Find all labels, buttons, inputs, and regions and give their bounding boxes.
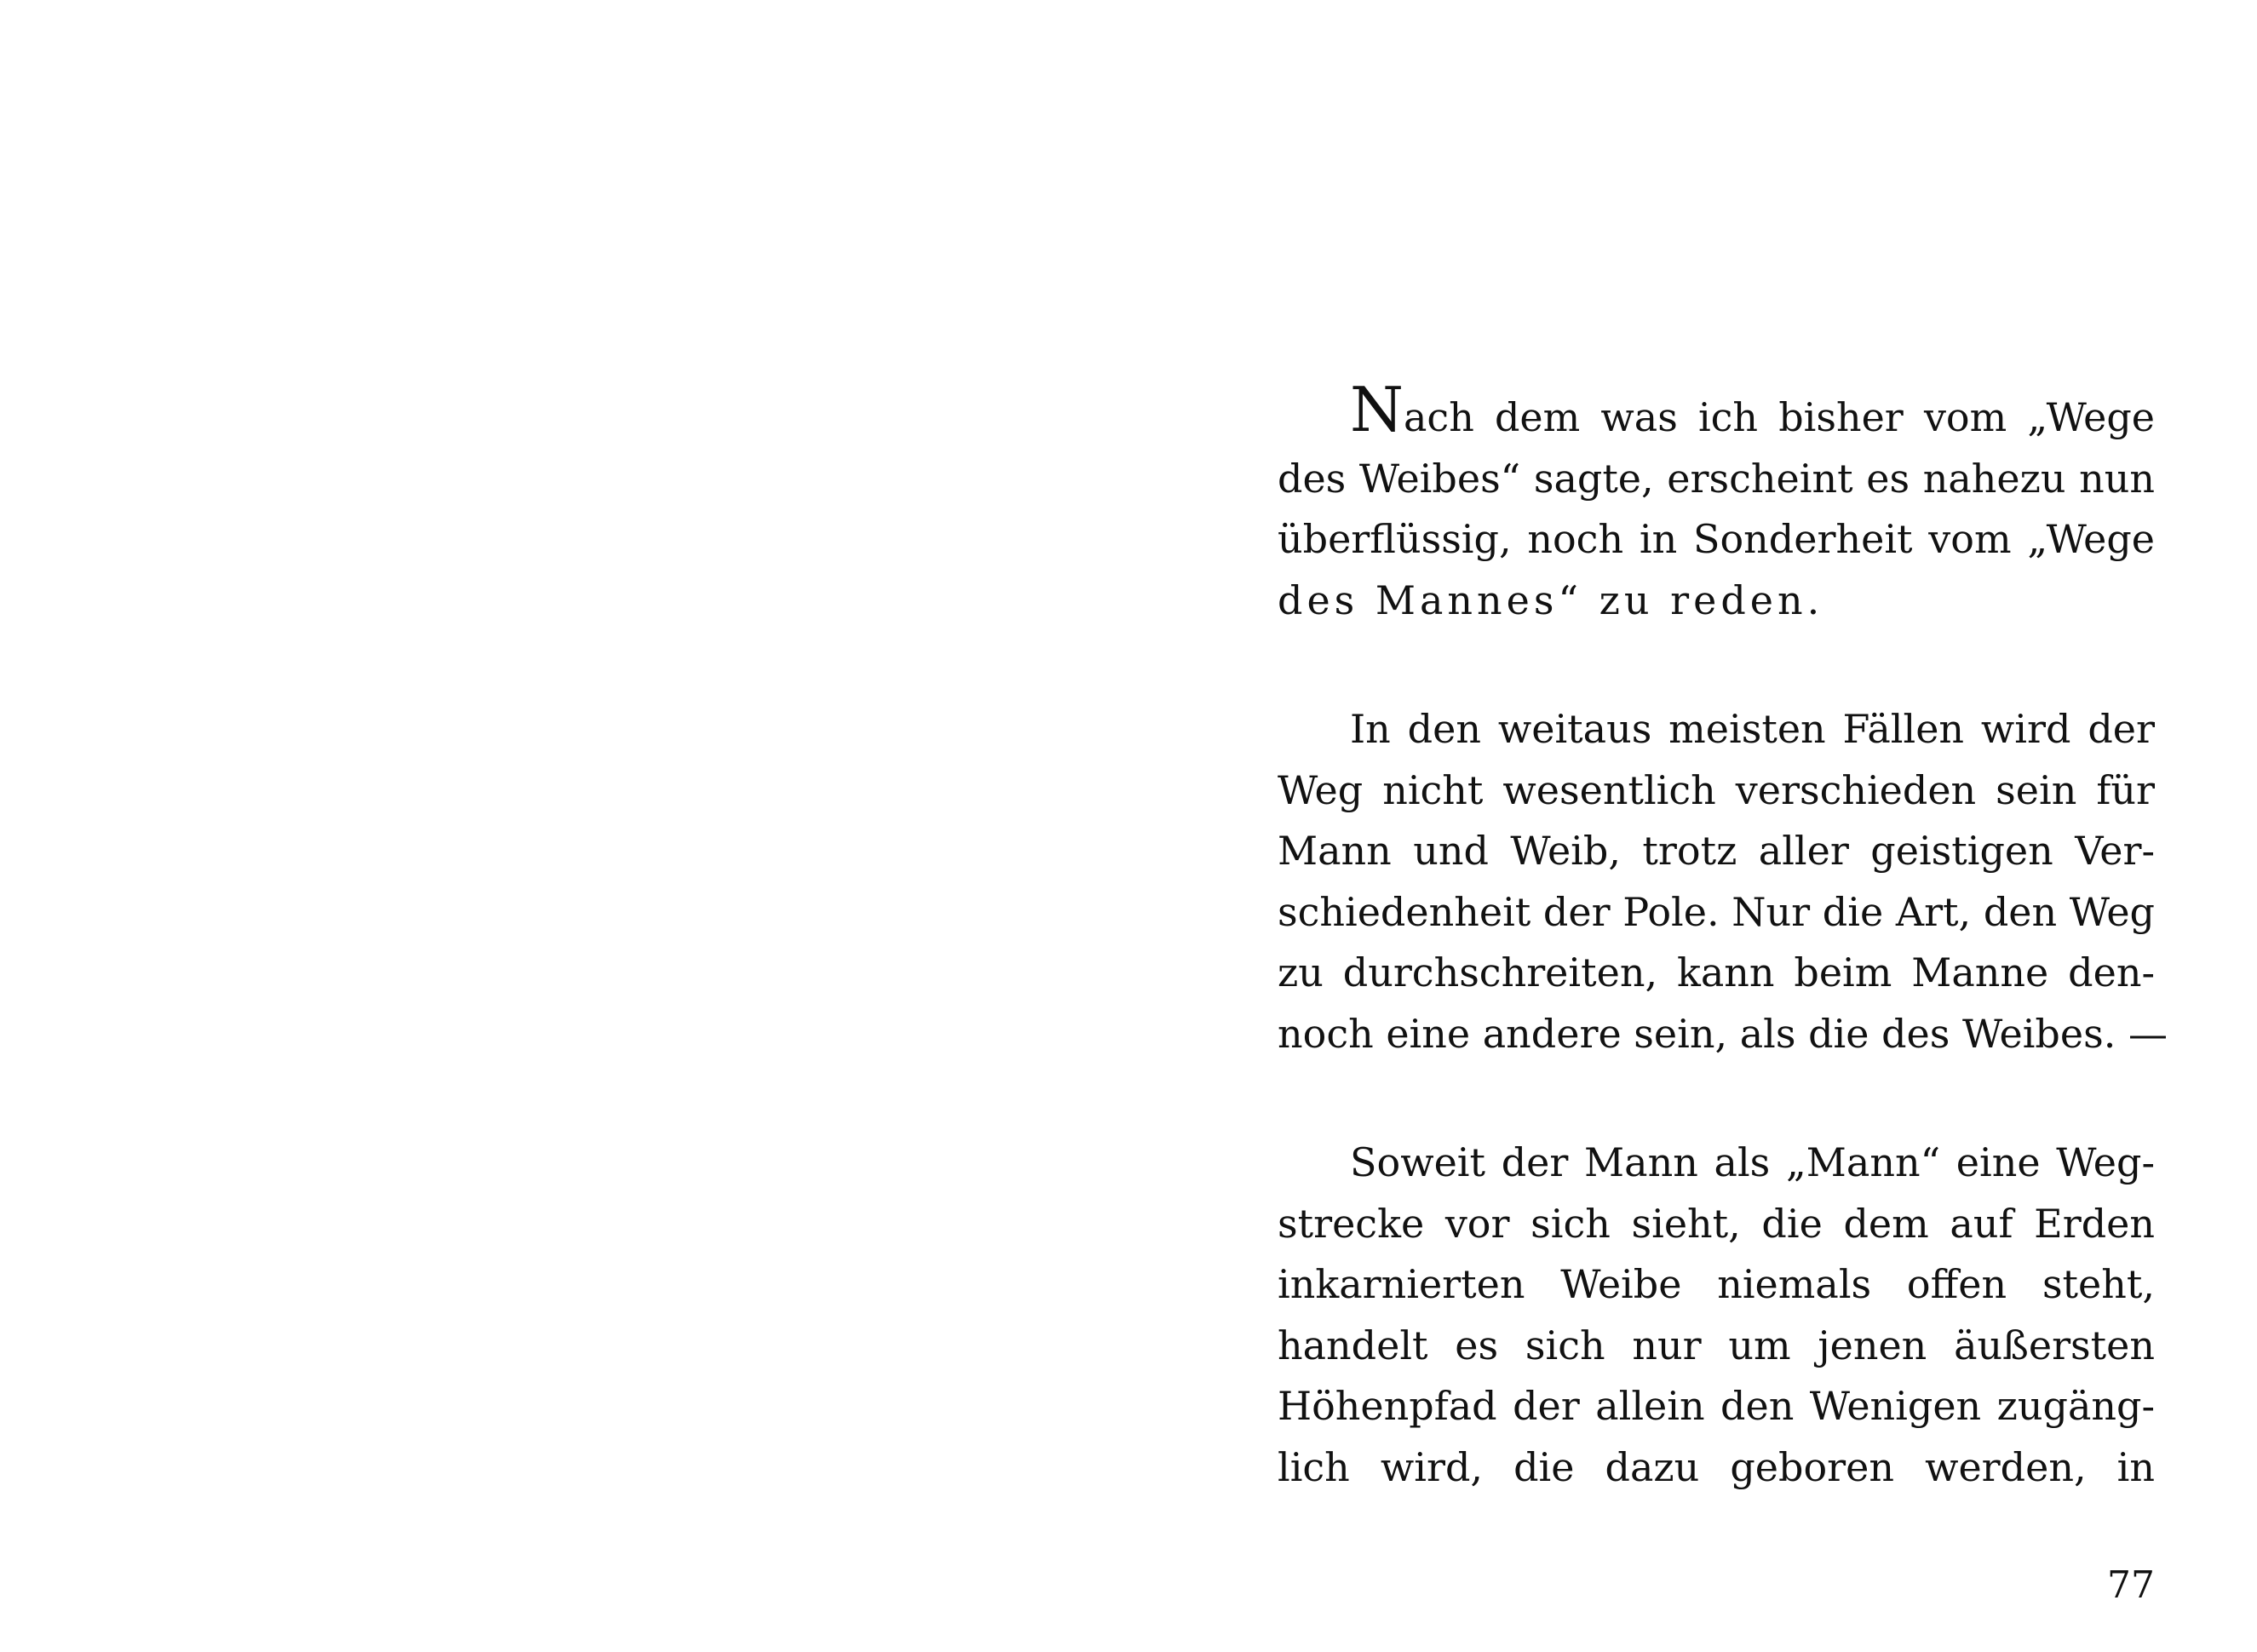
body-text bbox=[1278, 374, 2168, 1498]
paragraph-2 bbox=[1278, 699, 2168, 1064]
text-line: des Weibes“ sagte, erscheint es nahezu nun bbox=[1278, 455, 2155, 502]
text-line: schiedenheit der Pole. Nur die Art, den Weg bbox=[1278, 888, 2155, 935]
text-line: lich wird, die dazu geboren werden, in bbox=[1278, 1443, 2155, 1490]
right-page bbox=[1128, 0, 2257, 1652]
paragraph-1 bbox=[1278, 374, 2155, 631]
text-line: Weg nicht wesentlich verschieden sein für bbox=[1278, 766, 2155, 813]
drop-cap: N bbox=[1350, 374, 1404, 445]
text-line: Höhenpfad der allein den Wenigen zugäng- bbox=[1278, 1383, 2155, 1429]
text-line: des Mannes“ zu reden. bbox=[1278, 576, 1824, 623]
text-line: noch eine andere sein, als die des Weibes. — bbox=[1278, 1010, 2168, 1057]
text-line: strecke vor sich sieht, die dem auf Erden bbox=[1278, 1200, 2155, 1247]
text-line bbox=[1278, 374, 2155, 449]
paragraph-3 bbox=[1278, 1133, 2155, 1498]
text-line: In den weitaus meisten Fällen wird der bbox=[1350, 706, 2155, 752]
text-line: Soweit der Mann als „Mann“ eine Weg- bbox=[1350, 1139, 2155, 1185]
text-line: zu durchschreiten, kann beim Manne den- bbox=[1278, 949, 2155, 995]
page-number: 77 bbox=[2107, 1563, 2155, 1607]
text-line: überflüssig, noch in Sonderheit vom „Wege bbox=[1278, 516, 2155, 562]
left-page-blank bbox=[0, 0, 1128, 1652]
text-line: inkarnierten Weibe niemals offen steht, bbox=[1278, 1261, 2155, 1307]
text-line: handelt es sich nur um jenen äußersten bbox=[1278, 1322, 2155, 1368]
line-text: ach dem was ich bisher vom „Wege bbox=[1404, 394, 2155, 440]
text-line: Mann und Weib, trotz aller geistigen Ver- bbox=[1278, 828, 2155, 874]
